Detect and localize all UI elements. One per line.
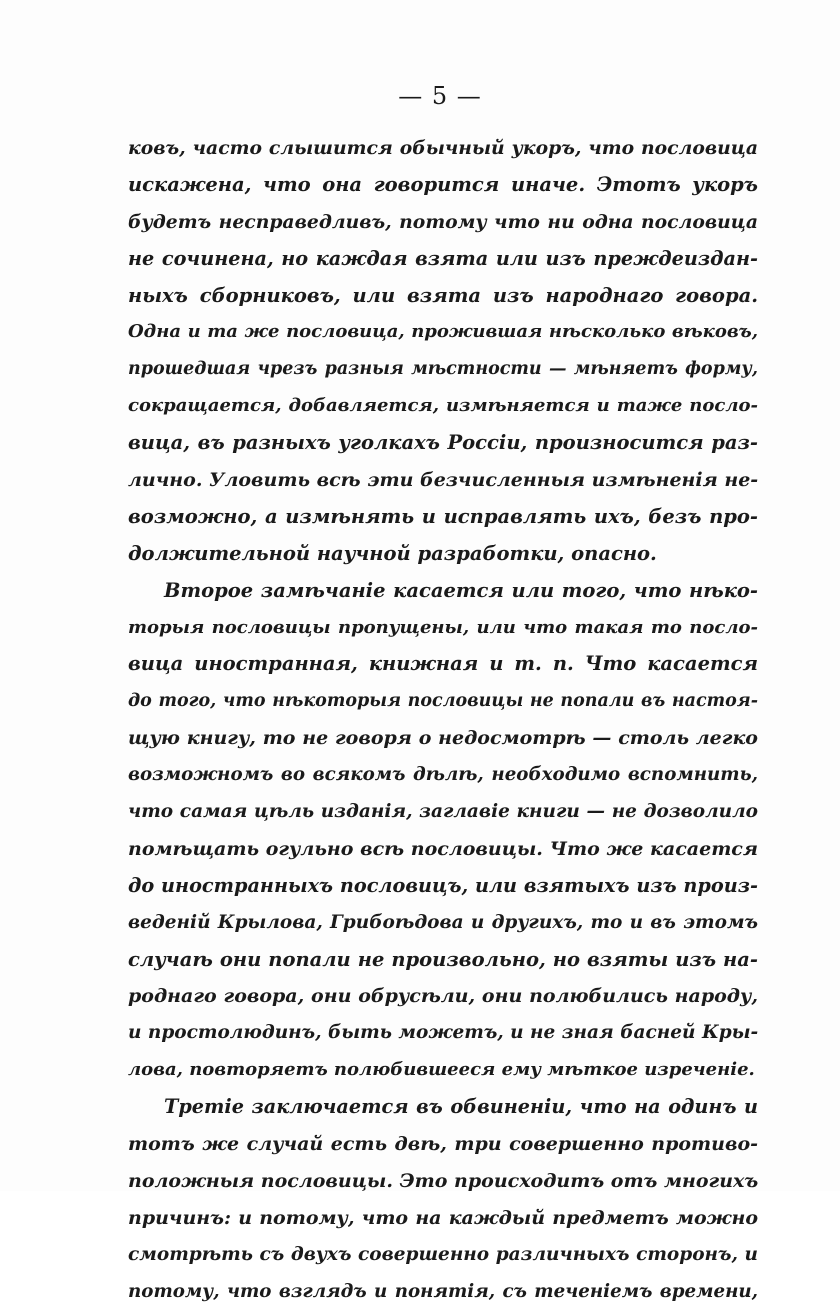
paragraph-2 [128,573,758,1089]
text-line: смотрѣть съ двухъ совершенно различныхъ сторонъ, и [128,1243,758,1265]
text-line: лично. Уловить всѣ эти безчисленныя измѣненія не- [128,469,758,492]
text-line: ковъ, часто слышится обычный укоръ, что пословица [128,137,758,159]
page-number: — 5 — [398,82,482,110]
paragraph-3 [128,1089,758,1310]
text-line: искажена, что она говорится иначе. Этотъ укоръ [128,172,758,196]
text-line: Второе замѣчаніе касается или того, что нѣко- [164,578,758,602]
text-line: Третіе заключается въ обвиненіи, что на одинъ и [164,1095,758,1119]
text-line: случаѣ они попали не произвольно, но взяты изъ на- [128,947,758,971]
text-line: прошедшая чрезъ разныя мѣстности — мѣняетъ форму, [128,359,758,380]
text-line: будетъ несправедливъ, потому что ни одна пословица [128,210,758,233]
text-line: лова, повторяетъ полюбившееся ему мѣткое изреченіе. [128,1059,755,1081]
text-line: веденій Крылова, Грибоѣдова и другихъ, то и въ этомъ [128,911,758,933]
text-line: щую книгу, то не говоря о недосмотрѣ — столь легко [128,727,758,750]
text-line: помѣщать огульно всѣ пословицы. Что же касается [128,837,758,860]
text-line: и простолюдинъ, быть можетъ, и не зная басней Кры- [128,1022,758,1044]
text-line: возможно, а измѣнять и исправлять ихъ, безъ про- [128,504,758,528]
text-line: вица иностранная, книжная и т. п. Что касается [128,652,758,676]
text-line: Одна и та же пословица, прожившая нѣсколько вѣковъ, [128,321,758,343]
text-line: сокращается, добавляется, измѣняется и таже посло- [128,395,758,417]
text-line: положныя пословицы. Это происходитъ отъ многихъ [128,1169,758,1192]
text-line: до того, что нѣкоторыя пословицы не попали въ настоя- [128,691,758,712]
text-line: причинъ: и потому, что на каждый предметъ можно [128,1206,758,1229]
text-line: до иностранныхъ пословицъ, или взятыхъ изъ произ- [128,873,758,897]
body-text [128,130,758,1311]
text-line: потому, что взглядъ и понятія, съ теченіемъ времени, [128,1280,758,1302]
text-line: торыя пословицы пропущены, или что такая то посло- [128,616,758,638]
text-line: возможномъ во всякомъ дѣлѣ, необходимо вспомнить, [128,764,758,786]
text-line: что самая цѣль изданія, заглавіе книги — не дозволило [128,801,758,823]
text-line: тотъ же случай есть двѣ, три совершенно противо- [128,1133,758,1156]
text-line: вица, въ разныхъ уголкахъ Россіи, произносится раз- [128,431,758,455]
text-line: не сочинена, но каждая взята или изъ преждеиздан- [128,246,758,270]
text-line: ныхъ сборниковъ, или взята изъ народнаго говора. [128,283,758,307]
paragraph-1 [128,130,758,573]
text-line: роднаго говора, они обрусѣли, они полюбились народу, [128,985,758,1008]
text-line: должительной научной разработки, опасно. [128,541,657,565]
